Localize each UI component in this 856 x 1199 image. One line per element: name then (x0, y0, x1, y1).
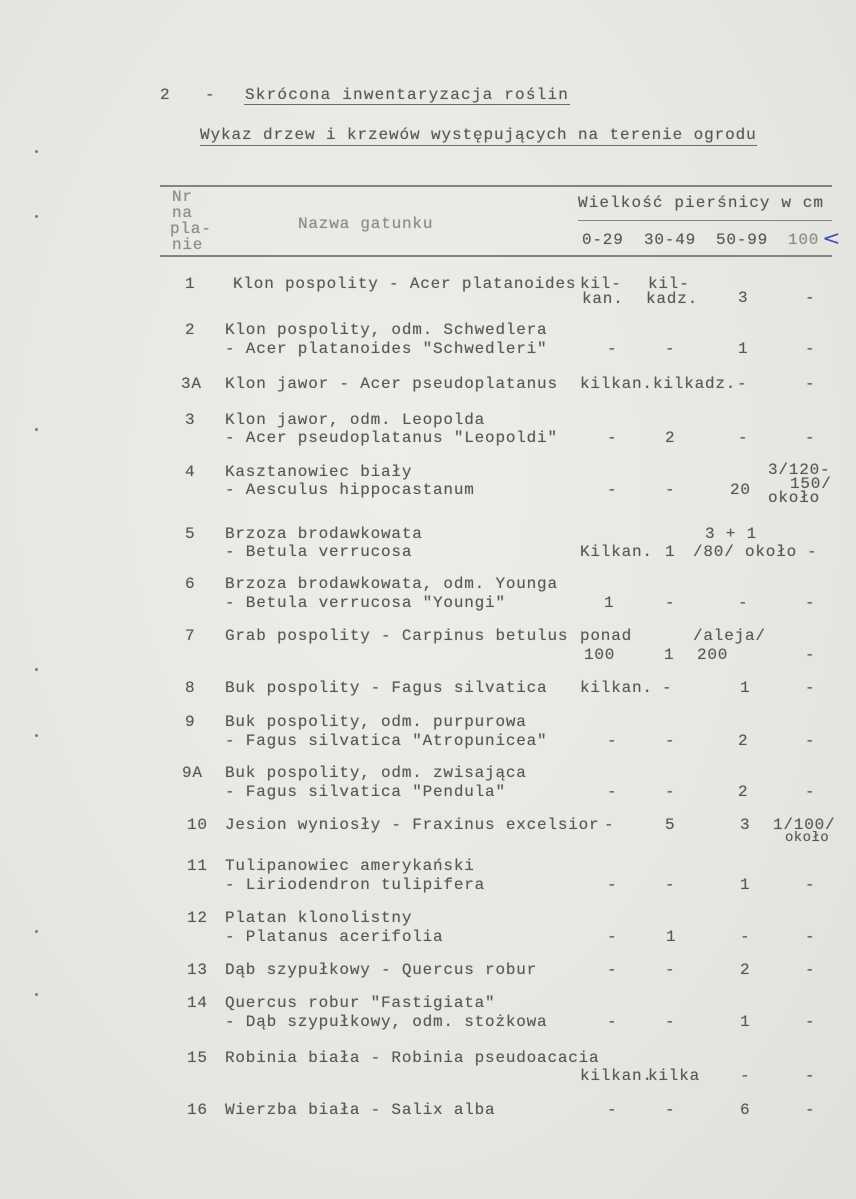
row-number: 5 (185, 525, 196, 543)
count-100-plus: 150/ (790, 475, 832, 493)
species-name-line: Kasztanowiec biały (225, 463, 413, 481)
margin-mark (35, 150, 38, 153)
count-0-29: - (607, 340, 618, 358)
row-number: 15 (187, 1049, 208, 1067)
count-0-29: - (607, 783, 618, 801)
count-0-29: kilkan. (580, 679, 653, 697)
count-50-99: 1 (738, 340, 749, 358)
row-number: 13 (187, 961, 208, 979)
count-30-49: 1 (665, 543, 676, 561)
row-number: 3A (181, 375, 202, 393)
species-name-line: Dąb szypułkowy - Quercus robur (225, 961, 538, 979)
col-number-header: Nr (172, 188, 193, 206)
range-50-99-header: 50-99 (716, 231, 769, 249)
row-number: 8 (185, 679, 196, 697)
count-100-plus: około (785, 830, 830, 846)
count-30-49: - (665, 961, 676, 979)
page-title: Skrócona inwentaryzacja roślin (245, 86, 570, 104)
species-name-line: Platan klonolistny (225, 909, 413, 927)
count-0-29: kan. (582, 290, 624, 308)
count-50-99: - (740, 1067, 751, 1085)
count-30-49: - (665, 340, 676, 358)
count-100-plus: - (805, 961, 816, 979)
count-50-99: 2 (738, 783, 749, 801)
count-50-99: 1 (740, 876, 751, 894)
species-name-line: - Acer platanoides "Schwedleri" (225, 340, 548, 358)
range-0-29-header: 0-29 (582, 231, 624, 249)
count-50-99: 3 (738, 289, 749, 307)
count-0-29: - (604, 816, 615, 834)
species-name-line: Brzoza brodawkowata, odm. Younga (225, 575, 558, 593)
count-30-49: 5 (665, 816, 676, 834)
count-50-99: 6 (740, 1101, 751, 1119)
species-name-line: - Acer pseudoplatanus "Leopoldi" (225, 429, 558, 447)
species-name-line: Klon jawor, odm. Leopolda (225, 411, 486, 429)
col-name-header: Nazwa gatunku (298, 215, 434, 233)
row-number: 9 (185, 713, 196, 731)
count-0-29: - (607, 429, 618, 447)
count-0-29: kilkan. (580, 375, 653, 393)
count-0-29: - (607, 732, 618, 750)
margin-mark (35, 668, 38, 671)
count-30-49: - (665, 481, 676, 499)
count-100-plus: - (805, 783, 816, 801)
count-30-49: kadz. (646, 290, 699, 308)
species-name-line: - Fagus silvatica "Atropunicea" (225, 732, 548, 750)
species-name-line: - Betula verrucosa "Youngi" (225, 594, 506, 612)
row-number: 11 (187, 857, 208, 875)
species-name-line: Buk pospolity, odm. purpurowa (225, 713, 527, 731)
row-number: 7 (185, 627, 196, 645)
row-number: 3 (185, 411, 196, 429)
count-100-plus: - (805, 928, 816, 946)
count-100-plus: 1/100/ (773, 816, 836, 834)
col-number-header: na (172, 204, 193, 222)
count-0-29: - (607, 928, 618, 946)
species-name-line: - Fagus silvatica "Pendula" (225, 783, 506, 801)
count-30-49: 1 (664, 646, 675, 664)
count-100-plus: 3/120- (768, 461, 831, 479)
count-100-plus: - (805, 1013, 816, 1031)
count-50-99: - (737, 375, 748, 393)
count-100-plus: - (805, 594, 816, 612)
species-name-line: Jesion wyniosły - Fraxinus excelsior (225, 816, 600, 834)
count-100-plus: - (805, 1101, 816, 1119)
col-number-header: pla- (170, 220, 212, 238)
species-name-line: Buk pospolity, odm. zwisająca (225, 764, 527, 782)
count-50-99: 1 (740, 679, 751, 697)
count-0-29: - (607, 1101, 618, 1119)
page-number: 2 (160, 86, 171, 104)
count-0-29: Kilkan. (580, 543, 653, 561)
row-number: 14 (187, 994, 208, 1012)
count-50-99: /aleja/ (693, 627, 766, 645)
table-top-rule (160, 185, 832, 187)
species-name-line: - Betula verrucosa (225, 543, 413, 561)
species-name-line: Robinia biała - Robinia pseudoacacia (225, 1049, 600, 1067)
count-0-29: kilkan. (580, 1067, 653, 1085)
count-0-29: kil- (580, 275, 622, 293)
count-100-plus: - (805, 375, 816, 393)
col-diameter-header: Wielkość pierśnicy w cm (578, 194, 825, 212)
margin-mark (35, 215, 38, 218)
count-0-29: - (607, 481, 618, 499)
row-number: 10 (187, 816, 208, 834)
count-100-plus: - (805, 340, 816, 358)
count-30-49: 1 (666, 928, 677, 946)
count-30-49: - (662, 679, 673, 697)
row-number: 2 (185, 321, 196, 339)
count-30-49: 2 (665, 429, 676, 447)
count-100-plus: - (805, 646, 816, 664)
species-name-line: Tulipanowiec amerykański (225, 857, 475, 875)
count-0-29: 100 (584, 646, 616, 664)
diameter-subrule (578, 220, 832, 221)
title-underline (244, 104, 570, 105)
count-0-29: 1 (604, 594, 615, 612)
count-0-29: - (607, 876, 618, 894)
count-30-49: kil- (648, 275, 690, 293)
count-50-99: - (740, 928, 751, 946)
species-name-line: Quercus robur "Fastigiata" (225, 994, 496, 1012)
margin-mark (35, 930, 38, 933)
count-50-99: - (738, 429, 749, 447)
row-number: 9A (182, 764, 203, 782)
count-0-29: - (607, 961, 618, 979)
row-number: 4 (185, 463, 196, 481)
count-30-49: - (665, 783, 676, 801)
count-100-plus: - (805, 429, 816, 447)
species-name-line: - Liriodendron tulipifera (225, 876, 486, 894)
count-30-49: - (665, 876, 676, 894)
count-50-99: - (738, 594, 749, 612)
species-name-line: Klon pospolity - Acer platanoides (233, 275, 577, 293)
count-50-99: 3 + 1 (705, 525, 758, 543)
row-number: 1 (185, 275, 196, 293)
count-0-29: ponad (580, 627, 633, 645)
count-30-49: - (665, 1101, 676, 1119)
margin-mark (35, 734, 38, 737)
species-name-line: Klon pospolity, odm. Schwedlera (225, 321, 548, 339)
list-subtitle: Wykaz drzew i krzewów występujących na terenie ogrodu (200, 126, 757, 144)
col-number-header: nie (172, 236, 204, 254)
count-50-99: 2 (738, 732, 749, 750)
count-50-99: 2 (740, 961, 751, 979)
species-name-line: Grab pospolity - Carpinus betulus (225, 627, 569, 645)
count-50-99: /80/ około (693, 543, 798, 561)
count-100-plus: - (805, 876, 816, 894)
species-name-line: Buk pospolity - Fagus silvatica (225, 679, 548, 697)
species-name-line: Klon jawor - Acer pseudoplatanus (225, 375, 558, 393)
species-name-line: - Aesculus hippocastanum (225, 481, 475, 499)
count-50-99: 200 (697, 646, 729, 664)
count-30-49: kilka (648, 1067, 701, 1085)
range-30-49-header: 30-49 (644, 231, 697, 249)
header-separator: - (205, 86, 216, 104)
count-50-99: 3 (740, 816, 751, 834)
margin-mark (35, 993, 38, 996)
header-bottom-rule (160, 255, 832, 257)
row-number: 16 (187, 1101, 208, 1119)
row-number: 6 (185, 575, 196, 593)
count-50-99: 20 (730, 481, 751, 499)
count-100-plus: - (805, 289, 816, 307)
count-30-49: - (665, 594, 676, 612)
species-name-line: - Dąb szypułkowy, odm. stożkowa (225, 1013, 548, 1031)
count-100-plus: - (805, 679, 816, 697)
count-30-49: kilkadz. (653, 375, 737, 393)
count-50-99: 1 (740, 1013, 751, 1031)
count-100-plus: - (805, 1067, 816, 1085)
range-100-header: 100 (788, 231, 820, 249)
species-name-line: Wierzba biała - Salix alba (225, 1101, 496, 1119)
subtitle-underline (200, 145, 757, 146)
count-100-plus: około (768, 489, 821, 507)
handwritten-less-than-mark: < (822, 226, 841, 250)
count-100-plus: - (807, 543, 818, 561)
row-number: 12 (187, 909, 208, 927)
species-name-line: Brzoza brodawkowata (225, 525, 423, 543)
count-0-29: - (607, 1013, 618, 1031)
margin-mark (35, 428, 38, 431)
count-100-plus: - (805, 732, 816, 750)
count-30-49: - (665, 1013, 676, 1031)
count-30-49: - (665, 732, 676, 750)
species-name-line: - Platanus acerifolia (225, 928, 444, 946)
